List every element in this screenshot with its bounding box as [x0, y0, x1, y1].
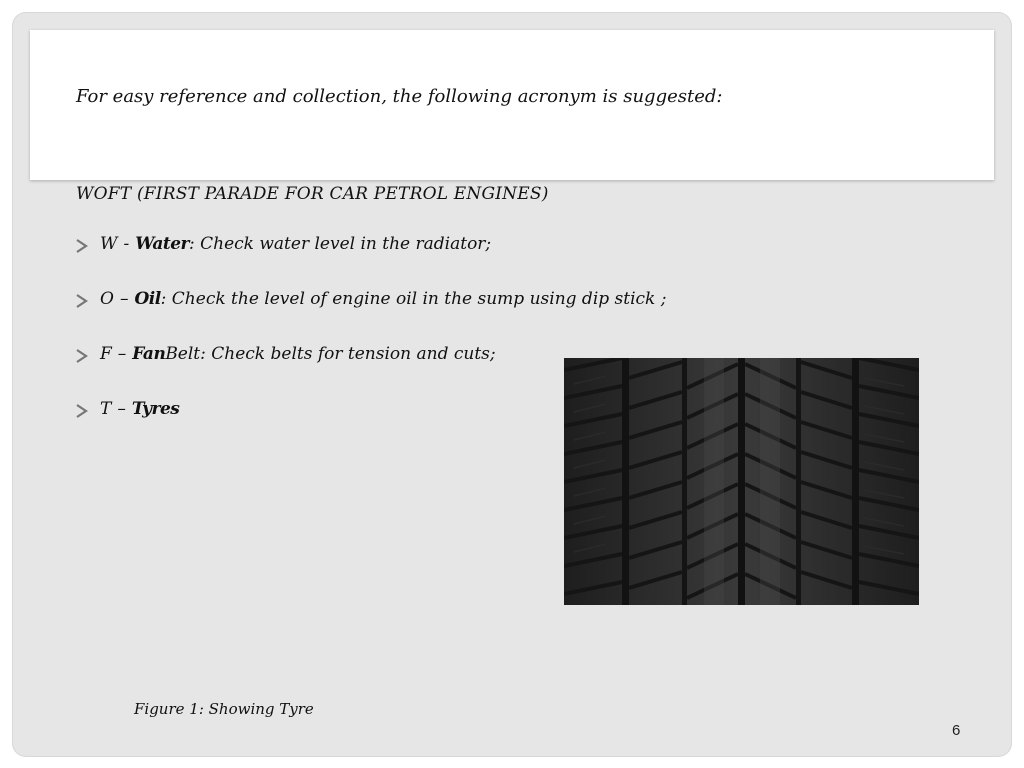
acronym-heading: WOFT (FIRST PARADE FOR CAR PETROL ENGINES)	[76, 184, 549, 204]
item-letter: O	[100, 289, 114, 309]
tyre-tread-image	[564, 358, 919, 605]
item-key: Fan	[132, 344, 166, 364]
item-letter: W	[100, 234, 118, 254]
item-separator: -	[123, 234, 130, 254]
item-text: : Check the level of engine oil in the sump using dip stick ;	[160, 289, 667, 309]
item-separator: –	[117, 399, 126, 419]
arrow-bullet-icon	[74, 234, 92, 254]
item-letter: T	[100, 399, 112, 419]
intro-text: For easy reference and collection, the following acronym is suggested:	[76, 86, 723, 107]
slide	[12, 12, 1012, 757]
arrow-bullet-icon	[74, 344, 92, 364]
header-box	[30, 30, 994, 180]
arrow-bullet-icon	[74, 399, 92, 419]
item-text: : Check water level in the radiator;	[189, 234, 492, 254]
page-number: 6	[952, 722, 961, 739]
list-item	[74, 289, 667, 344]
item-separator: –	[117, 344, 127, 364]
item-text: Belt: Check belts for tension and cuts;	[165, 344, 496, 364]
item-key: Tyres	[131, 399, 180, 419]
item-separator: –	[119, 289, 129, 309]
item-letter: F	[100, 344, 112, 364]
item-key: Water	[135, 234, 189, 254]
arrow-bullet-icon	[74, 289, 92, 309]
list-item	[74, 234, 667, 289]
figure-caption: Figure 1: Showing Tyre	[134, 700, 314, 718]
item-key: Oil	[134, 289, 161, 309]
